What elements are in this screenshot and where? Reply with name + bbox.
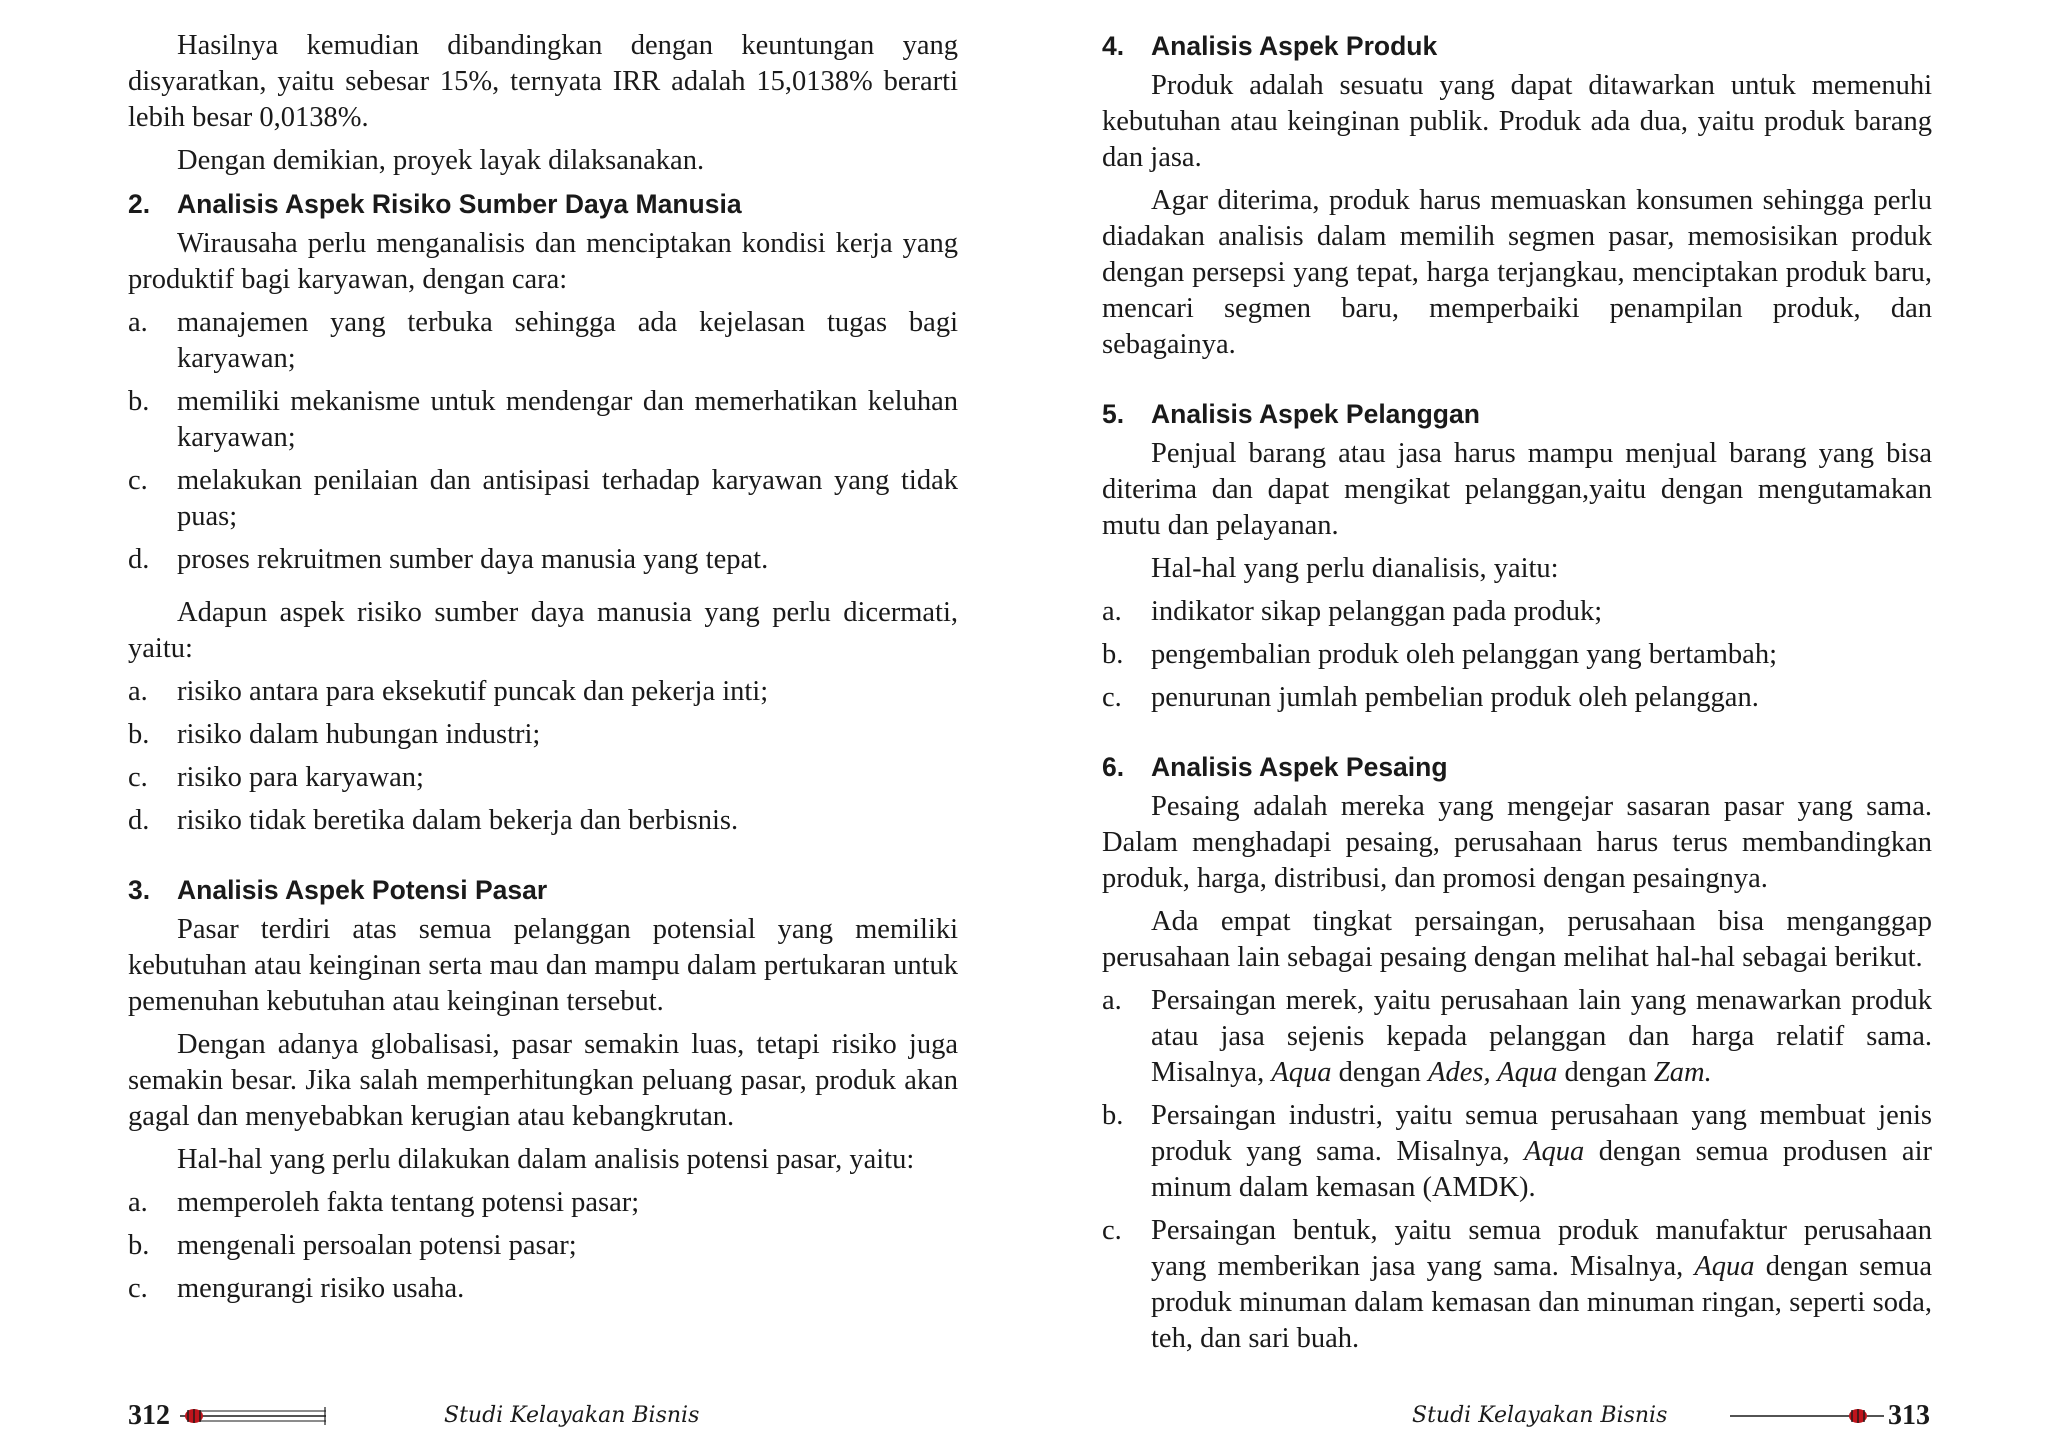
list-marker: c. [128, 465, 148, 496]
running-head: Studi Kelayakan Bisnis [1412, 1403, 1668, 1428]
list-marker: b. [128, 1230, 150, 1261]
list-item [128, 463, 958, 535]
running-head: Studi Kelayakan Bisnis [444, 1403, 700, 1428]
list-text: melakukan penilaian dan antisipasi terhadap karyawan yang tidak puas; [177, 465, 958, 532]
section-heading [128, 186, 958, 222]
paragraph: Pesaing adalah mereka yang mengejar sasaran pasar yang sama. Dalam menghadapi pesaing, perusahaan harus terus membandingkan produk, harga, distribusi, dan promosi dengan pesaingnya. [1102, 791, 1932, 894]
section-title: Analisis Aspek Pesaing [1151, 752, 1448, 782]
section-number: 6. [1102, 752, 1125, 782]
list-marker: b. [128, 719, 150, 750]
list-marker: b. [128, 386, 150, 417]
list-item [128, 674, 958, 710]
list-text: risiko antara para eksekutif puncak dan pekerja inti; [177, 676, 769, 707]
list-item [128, 803, 958, 839]
ornament-icon [1730, 1404, 1884, 1428]
list-item [128, 760, 958, 796]
list-marker: a. [1102, 596, 1122, 627]
section-number: 2. [128, 189, 151, 219]
list-text: risiko para karyawan; [177, 762, 424, 793]
paragraph: Hal-hal yang perlu dianalisis, yaitu: [1151, 553, 1559, 584]
section-number: 5. [1102, 399, 1125, 429]
list-text: Persaingan bentuk, yaitu semua produk manufaktur perusahaan yang memberikan jasa yang sama. Misalnya, Aqua dengan semua produk minuman dalam kemasan dan minuman ringan, seperti soda, teh, dan sari buah. [1151, 1215, 1932, 1354]
list [1102, 983, 1932, 1357]
list-text: memperoleh fakta tentang potensi pasar; [177, 1187, 640, 1218]
list-text: pengembalian produk oleh pelanggan yang bertambah; [1151, 639, 1777, 670]
page-footer [1102, 1396, 1932, 1436]
paragraph: Ada empat tingkat persaingan, perusahaan bisa menganggap perusahaan lain sebagai pesaing dengan melihat hal-hal sebagai berikut. [1102, 906, 1932, 973]
list-item [1102, 1213, 1932, 1357]
left-page [128, 0, 958, 1448]
list-marker: d. [128, 544, 150, 575]
section-number: 3. [128, 875, 151, 905]
paragraph: Agar diterima, produk harus memuaskan konsumen sehingga perlu diadakan analisis dalam memilih segmen pasar, memosisikan produk dengan persepsi yang tepat, harga terjangkau, menciptakan produk baru, mencari segmen baru, memperbaiki penampilan produk, dan sebagainya. [1102, 185, 1932, 360]
list-item [128, 717, 958, 753]
list-item [128, 305, 958, 377]
list [128, 1185, 958, 1307]
list-text: risiko tidak beretika dalam bekerja dan berbisnis. [177, 805, 739, 836]
section-heading [1102, 396, 1932, 432]
list [128, 674, 958, 839]
list-text: penurunan jumlah pembelian produk oleh pelanggan. [1151, 682, 1759, 713]
list-item [128, 1271, 958, 1307]
list-item [128, 542, 958, 578]
section-title: Analisis Aspek Produk [1151, 31, 1438, 61]
list-marker: a. [128, 1187, 148, 1218]
paragraph: Penjual barang atau jasa harus mampu menjual barang yang bisa diterima dan dapat mengikat pelanggan,yaitu dengan mengutamakan mutu dan pelayanan. [1102, 438, 1932, 541]
list-item [1102, 680, 1932, 716]
paragraph: Hal-hal yang perlu dilakukan dalam analisis potensi pasar, yaitu: [177, 1144, 915, 1175]
section-number: 4. [1102, 31, 1125, 61]
paragraph: Produk adalah sesuatu yang dapat ditawarkan untuk memenuhi kebutuhan atau keinginan publik. Produk ada dua, yaitu produk barang dan jasa. [1102, 70, 1932, 173]
list-marker: c. [1102, 1215, 1122, 1246]
list-item [1102, 637, 1932, 673]
list-text: Persaingan industri, yaitu semua perusahaan yang membuat jenis produk yang sama. Misalnya, Aqua dengan semua produsen air minum dalam kemasan (AMDK). [1151, 1100, 1932, 1203]
list-item [1102, 983, 1932, 1091]
list-marker: b. [1102, 639, 1124, 670]
section-title: Analisis Aspek Risiko Sumber Daya Manusia [177, 189, 742, 219]
section-heading [1102, 749, 1932, 785]
list-marker: a. [128, 676, 148, 707]
paragraph: Wirausaha perlu menganalisis dan menciptakan kondisi kerja yang produktif bagi karyawan, dengan cara: [128, 228, 958, 295]
page-number: 312 [128, 1400, 170, 1431]
paragraph: Dengan adanya globalisasi, pasar semakin luas, tetapi risiko juga semakin besar. Jika salah memperhitungkan peluang pasar, produk akan gagal dan menyebabkan kerugian atau kebangkrutan. [128, 1029, 958, 1132]
list-text: manajemen yang terbuka sehingga ada kejelasan tugas bagi karyawan; [177, 307, 958, 374]
list-item [128, 1228, 958, 1264]
list-text: mengurangi risiko usaha. [177, 1273, 465, 1304]
list-text: Persaingan merek, yaitu perusahaan lain yang menawarkan produk atau jasa sejenis kepada pelanggan dan harga relatif sama. Misalnya, Aqua dengan Ades, Aqua dengan Zam. [1151, 985, 1932, 1088]
list-item [1102, 594, 1932, 630]
list-text: indikator sikap pelanggan pada produk; [1151, 596, 1603, 627]
list-marker: c. [128, 1273, 148, 1304]
section-title: Analisis Aspek Pelanggan [1151, 399, 1480, 429]
list-item [128, 384, 958, 456]
list-text: risiko dalam hubungan industri; [177, 719, 541, 750]
list [128, 305, 958, 578]
list-marker: a. [1102, 985, 1122, 1016]
paragraph: Hasilnya kemudian dibandingkan dengan keuntungan yang disyaratkan, yaitu sebesar 15%, ternyata IRR adalah 15,0138% berarti lebih besar 0,0138%. [128, 30, 958, 133]
list-item [128, 1185, 958, 1221]
list-marker: c. [1102, 682, 1122, 713]
section-title: Analisis Aspek Potensi Pasar [177, 875, 548, 905]
list-marker: b. [1102, 1100, 1124, 1131]
right-page [1102, 0, 1932, 1448]
list [1102, 594, 1932, 716]
page-footer [128, 1396, 958, 1436]
list-marker: d. [128, 805, 150, 836]
list-text: proses rekruitmen sumber daya manusia yang tepat. [177, 544, 769, 575]
section-heading [128, 872, 958, 908]
ornament-icon [180, 1404, 326, 1428]
paragraph: Dengan demikian, proyek layak dilaksanakan. [177, 145, 705, 176]
page-number: 313 [1888, 1400, 1930, 1431]
list-marker: a. [128, 307, 148, 338]
list-marker: c. [128, 762, 148, 793]
list-item [1102, 1098, 1932, 1206]
list-text: memiliki mekanisme untuk mendengar dan memerhatikan keluhan karyawan; [177, 386, 958, 453]
list-text: mengenali persoalan potensi pasar; [177, 1230, 577, 1261]
section-heading [1102, 28, 1932, 64]
paragraph: Pasar terdiri atas semua pelanggan potensial yang memiliki kebutuhan atau keinginan serta mau dan mampu dalam pertukaran untuk pemenuhan kebutuhan atau keinginan tersebut. [128, 914, 958, 1017]
paragraph: Adapun aspek risiko sumber daya manusia yang perlu dicermati, yaitu: [128, 597, 958, 664]
